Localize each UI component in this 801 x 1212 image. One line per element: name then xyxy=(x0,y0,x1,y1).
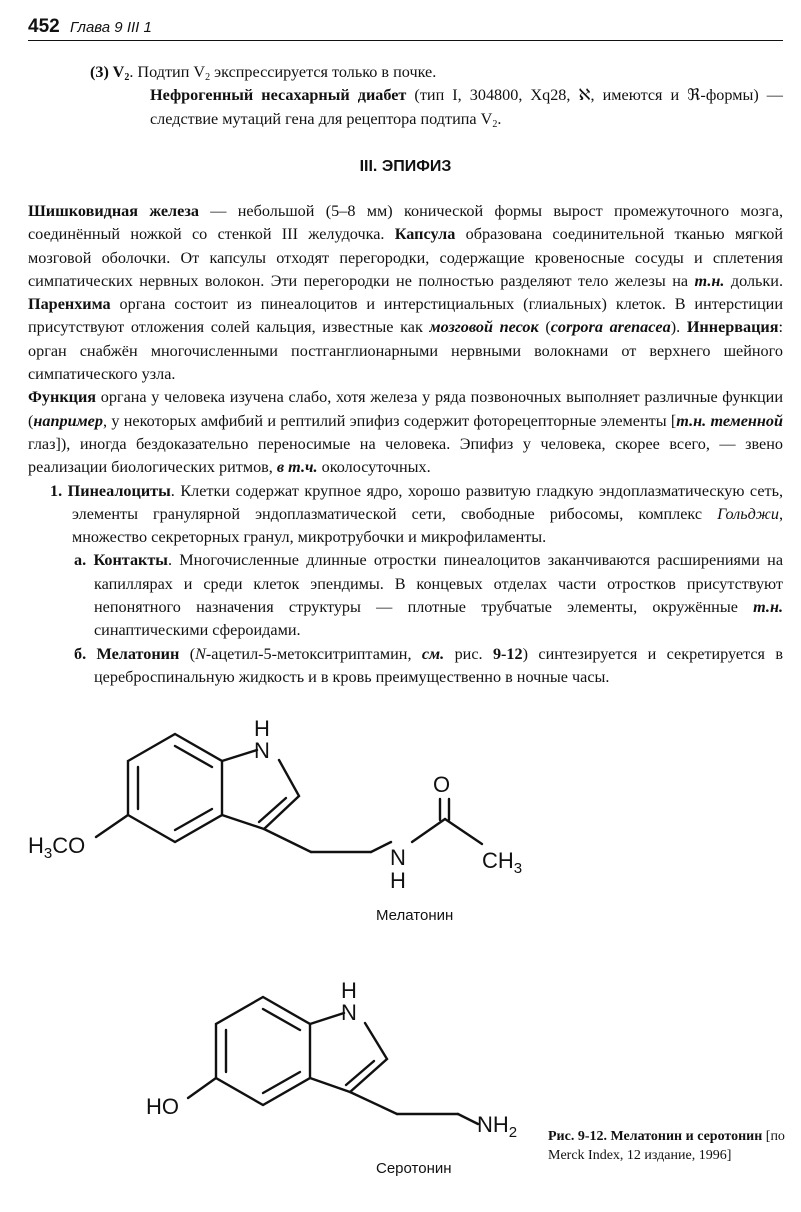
melatonin-atom-h-amide: H xyxy=(390,868,406,893)
melatonin-double-bond-3 xyxy=(175,746,212,767)
body-text xyxy=(28,200,783,689)
structural-formulas xyxy=(28,700,783,1200)
serotonin-structure xyxy=(188,997,478,1124)
function-paragraph: Функция органа у человека изучена слабо, хотя железа у ряда позвоночных выполняет различные функции (например, у некоторых амфибий и рептилий эпифиз содержит фоторецепторные элементы [т.н. теменной глаз]), иногда бездоказательно переносимые на человека. Эпифиз у человека, скорее всего, — звено реализации биологических ритмов, в т.ч. околосуточных. xyxy=(28,388,783,477)
serotonin-double-bond-3 xyxy=(263,1009,300,1030)
melatonin-atom-n-ring: N xyxy=(254,738,270,763)
figure-caption xyxy=(548,1127,788,1165)
melatonin-structure xyxy=(96,734,482,852)
serotonin-label: Серотонин xyxy=(376,1160,452,1177)
melatonin-bond-n-carbonyl xyxy=(412,819,445,842)
melatonin-double-bond-2 xyxy=(175,809,212,830)
serotonin-double-bond-2 xyxy=(263,1072,300,1093)
list-item-melatonin: б. Мелатонин (N-ацетил-5-метокситриптамин, см. рис. 9-12) синтезируется и секретируется в цереброспинальную жидкость и в кровь преимущественно в ночные часы. xyxy=(74,644,783,686)
serotonin-atom-ho: HO xyxy=(146,1094,179,1119)
serotonin-bond-to-hydroxyl xyxy=(188,1078,216,1098)
melatonin-bond-to-ch3 xyxy=(445,819,482,844)
chapter-label: Глава 9 III 1 xyxy=(70,19,152,36)
intro-paragraph: Шишковидная железа — небольшой (5–8 мм) конической формы вырост промежуточного мозга, соединённый ножкой со стенкой III желудочка. Капсула образована соединительной тканью мягкой мозговой оболочки. От капсулы отходят перегородки, содержащие кровеносные сосуды и сплетения симпатических нервных волокон. Эти перегородки не полностью разделяют тело железы на т.н. дольки. Паренхима органа состоит из пинеалоцитов и интерстициальных (глиальных) клеток. В интерстиции присутствуют отложения солей кальция, известные как мозговой песок (corpora arenacea). Иннервация: орган снабжён многочисленными постганглионарными нервными волокнами от верхнего шейного симпатического узла. xyxy=(28,202,784,384)
figure-caption-source: [по Merck Index, 12 издание, 1996] xyxy=(548,1129,785,1163)
melatonin-bond-to-methoxy xyxy=(96,815,128,837)
running-header xyxy=(28,14,783,41)
melatonin-bond-c-n xyxy=(222,750,257,761)
v2-marker: (3) V xyxy=(90,63,125,81)
nephrogenic-diabetes-term: Нефрогенный несахарный диабет xyxy=(150,86,407,105)
serotonin-atom-nh2: $NH_2$ xyxy=(477,1112,518,1141)
melatonin-pyrrole-bonds xyxy=(222,760,299,829)
melatonin-label: Мелатонин xyxy=(376,907,454,924)
melatonin-atom-n-amide: N xyxy=(390,845,406,870)
figure-9-12 xyxy=(28,700,783,1200)
serotonin-atom-h-top: H xyxy=(341,978,357,1003)
serotonin-bond-to-nh2 xyxy=(458,1114,478,1124)
list-item-contacts: а. Контакты. Многочисленные длинные отростки пинеалоцитов заканчиваются расширениями на капиллярах и среди клеток эпендимы. В концевых отделах части отростков присутствуют непонятного назначения структуры — плотные трубчатые элементы, окружённые т.н. синаптическими сфероидами. xyxy=(74,551,784,640)
melatonin-atom-h-top: H xyxy=(254,716,270,741)
serotonin-atom-n-ring: N xyxy=(341,1000,357,1025)
melatonin-pyrrole-double-bond xyxy=(259,798,286,822)
figure-caption-title: Рис. 9-12. Мелатонин и серотонин xyxy=(548,1129,763,1144)
serotonin-ethyl-bond-1 xyxy=(350,1092,397,1114)
melatonin-ethyl-bond-1 xyxy=(264,829,311,852)
melatonin-atom-h3co: $H_3CO$ xyxy=(28,833,86,862)
list-item-pinealocytes: 1. Пинеалоциты. Клетки содержат крупное ядро, хорошо развитую гладкую эндоплазматическую сеть, элементы гранулярной эндоплазматической сети, свободные рибосомы, комплекс Гольджи, множество секреторных гранул, микротрубочки и микрофиламенты. xyxy=(50,481,784,547)
book-page xyxy=(28,0,783,1212)
page-number: 452 xyxy=(28,16,60,37)
melatonin-atom-o: O xyxy=(433,772,451,797)
serotonin-bond-c-n xyxy=(310,1013,344,1024)
v2-subtype-item: (3) $V_2$. Подтип $V_2$ экспрессируется только в почке. Нефрогенный несахарный диабет (тип I, 304800, Xq28, ℵ, имеются и ℜ-формы) — следствие мутаций гена для рецептора подтипа $V_2$. xyxy=(90,63,783,130)
section-title: III. ЭПИФИЗ xyxy=(359,158,452,175)
melatonin-bond-to-amide-n xyxy=(371,842,391,852)
serotonin-benzene-ring xyxy=(216,997,310,1105)
melatonin-benzene-ring xyxy=(128,734,222,842)
melatonin-atom-ch3: $CH_3$ xyxy=(482,848,523,877)
